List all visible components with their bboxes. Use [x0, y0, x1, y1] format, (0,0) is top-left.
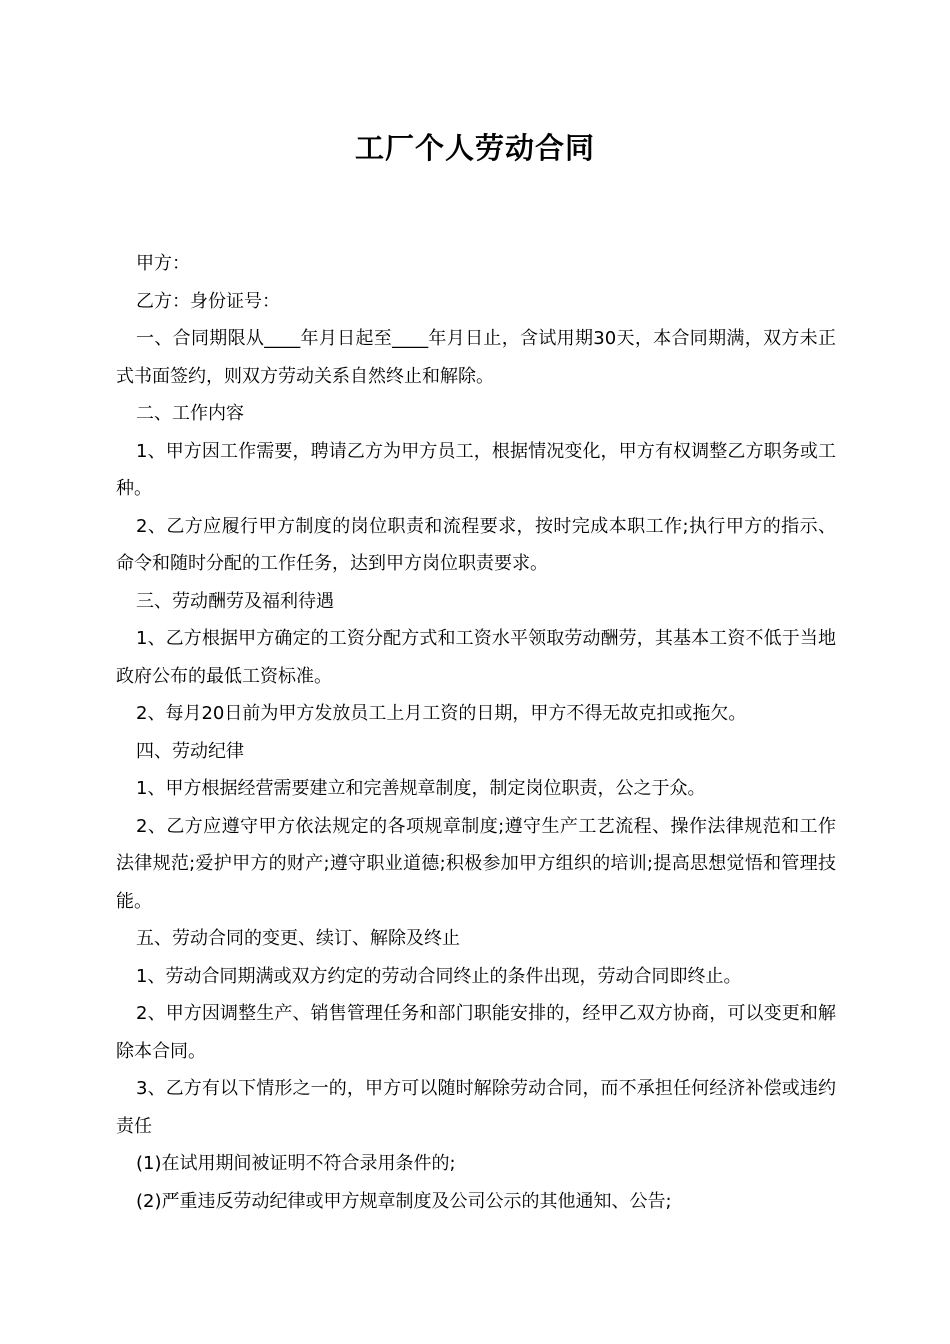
section-heading-discipline: 四、劳动纪律 [136, 740, 244, 762]
clause-remuneration-2: 2、每月20日前为甲方发放员工上月工资的日期，甲方不得无故克扣或拖欠。 [136, 703, 747, 724]
clause-remuneration-1: 1、乙方根据甲方确定的工资分配方式和工资水平领取劳动酬劳，其基本工资不低于当地政府公布的最低工资标准。 [116, 628, 836, 687]
document-body [116, 245, 836, 1220]
clause-discipline-1: 1、甲方根据经营需要建立和完善规章制度，制定岗位职责，公之于众。 [136, 778, 706, 799]
clause-contract-term: 一、合同期限从____年月日起至____年月日止，含试用期30天，本合同期满，双方未正式书面签约，则双方劳动关系自然终止和解除。 [116, 328, 836, 387]
party-b-line: 乙方：身份证号： [136, 290, 280, 312]
sub-clause-2: (2)严重违反劳动纪律或甲方规章制度及公司公示的其他通知、公告; [136, 1190, 672, 1212]
section-heading-work-content: 二、工作内容 [136, 403, 244, 424]
clause-work-content-1: 1、甲方因工作需要，聘请乙方为甲方员工，根据情况变化，甲方有权调整乙方职务或工种。 [116, 440, 836, 499]
clause-contract-changes-2: 2、甲方因调整生产、销售管理任务和部门职能安排的，经甲乙双方协商，可以变更和解除本合同。 [116, 1003, 836, 1062]
sub-clause-1: (1)在试用期间被证明不符合录用条件的; [136, 1153, 456, 1174]
clause-contract-changes-3: 3、乙方有以下情形之一的，甲方可以随时解除劳动合同，而不承担任何经济补偿或违约责任 [116, 1078, 836, 1137]
section-heading-remuneration: 三、劳动酬劳及福利待遇 [136, 590, 334, 612]
clause-discipline-2: 2、乙方应遵守甲方依法规定的各项规章制度;遵守生产工艺流程、操作法律规范和工作法律规范;爱护甲方的财产;遵守职业道德;积极参加甲方组织的培训;提高思想觉悟和管理技能。 [116, 815, 836, 912]
section-heading-contract-changes: 五、劳动合同的变更、续订、解除及终止 [136, 928, 460, 949]
document-title: 工厂个人劳动合同 [354, 131, 595, 165]
clause-work-content-2: 2、乙方应履行甲方制度的岗位职责和流程要求，按时完成本职工作;执行甲方的指示、命令和随时分配的工作任务，达到甲方岗位职责要求。 [116, 515, 836, 574]
party-a-line: 甲方： [136, 253, 190, 274]
clause-contract-changes-1: 1、劳动合同期满或双方约定的劳动合同终止的条件出现，劳动合同即终止。 [136, 965, 742, 987]
